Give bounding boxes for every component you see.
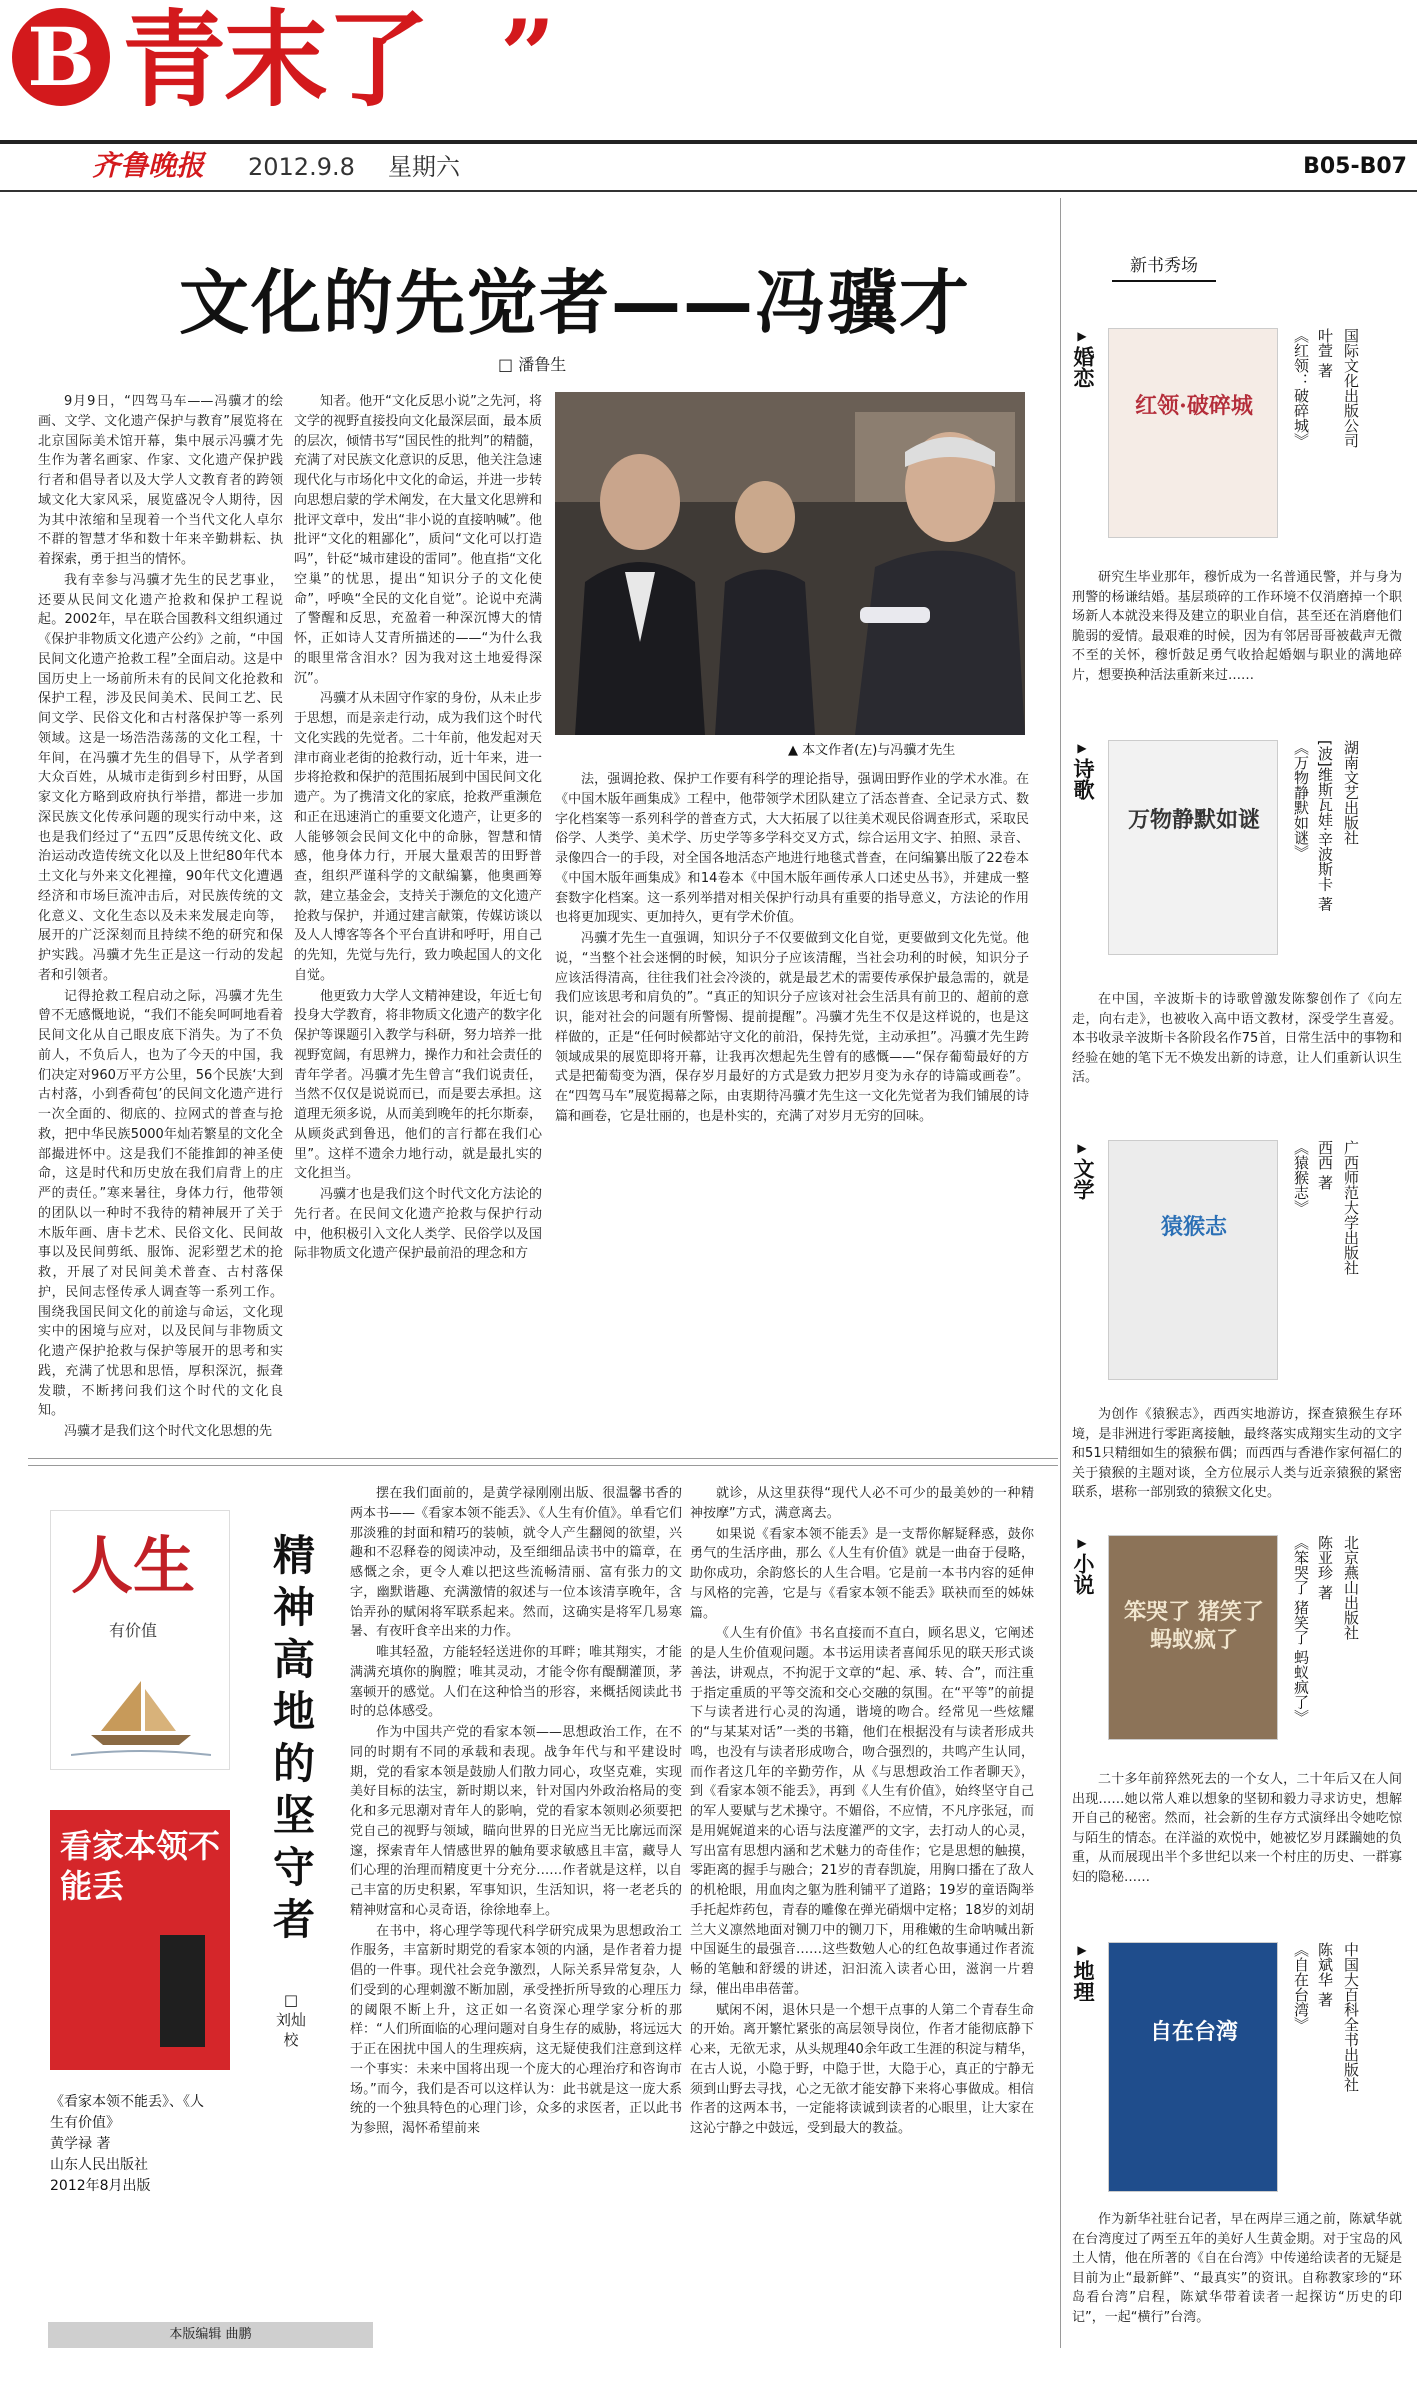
paragraph: 他更致力大学人文精神建设，年近七旬投身大学教育，将非物质文化遗产的数字化保护等课题引入教学与科研，努力培养一批视野宽阔，有思辨力，操作力和社会责任的青年学者。冯骥才先生曾言“我们说责任，当然不仅仅是说说而已，而是要去承担。这道理无须多说，从而美到晚年的托尔斯泰，从顾炎武到鲁迅，他们的言行都在我们心里”。这样不遗余力地行动，就是最扎实的文化担当。 — [294, 988, 542, 1182]
article-photo — [555, 392, 1025, 735]
paragraph: 冯骥才从未固守作家的身份，从未止步于思想，而是亲走行动，成为我们这个时代文化实践的先觉者。二十年前，他发起对天津市商业老街的抢救行动，近十年来，进一步将抢救和保护的范围拓展到中国民间文化遗产。为了携清文化的家底，抢救严重濒危和正在迅速消亡的重要文化遗产，让更多的人能够领会民间文化中的命脉，智慧和情感，他身体力行，开展大量艰苦的田野普查，组织严谨科学的文献编纂，他奥画筹款，建立基金会，支持关于濒危的文化遗产抢救与保护，并通过建言献策，传媒访谈以及人人博客等各个平台直讲和呼吁，用自己的先知，先觉与先行，致力唤起国人的文化自觉。 — [294, 691, 542, 983]
paragraph: 就诊，从这里获得“现代人必不可少的最美妙的一种精神按摩”方式，满意离去。 — [690, 1486, 1034, 1521]
review-byline: □ 刘灿校 — [276, 1991, 307, 2049]
book-author: 陈斌华 著 — [1316, 1942, 1334, 2007]
book-publisher: 国际文化出版公司 — [1342, 328, 1360, 448]
cover1-title: 人生 — [71, 1529, 196, 1602]
article-headline: 文化的先觉者——冯骥才 — [179, 262, 971, 344]
paragraph: 在中国，辛波斯卡的诗歌曾激发陈黎创作了《向左走，向右走》，也被收入高中语文教材，深受学生喜爱。本书收录辛波斯卡各阶段名作75首，日常生活中的事物和经验在她的笔下无不焕发出新的诗意，让人们重新认识生活。 — [1072, 992, 1402, 1085]
page-range: B05-B07 — [1303, 154, 1407, 179]
paragraph: 为创作《猿猴志》，西西实地游访，探查猿猴生存环境，是非洲进行零距离接触，最终落实成翔实生动的文字和51只精细如生的猿猴布偶；而西西与香港作家何福仁的关于猿猴的主题对谈，全方位展示人类与近亲猿猴的紧密联系，堪称一部别致的猿猴文化史。 — [1072, 1407, 1402, 1500]
book-cover-0 — [1108, 328, 1278, 538]
book-blurb — [1072, 990, 1402, 1126]
book-category-3 — [1070, 1535, 1094, 1601]
cover-text: 笨哭了 猪笑了 蚂蚁疯了 — [1124, 1599, 1264, 1653]
book-category-1 — [1070, 740, 1094, 806]
cover2-title: 看家本领不能丢 — [60, 1827, 221, 1905]
book-cover-4 — [1108, 1942, 1278, 2192]
paragraph: 我有幸参与冯骥才先生的民艺事业，还要从民间文化遗产抢救和保护工程说起。2002年，早在联合国教科文组织通过《保护非物质文化遗产公约》之前，“中国民间文化遗产抢救工程”全面启动。这是中国历史上一场前所未有的民间文化抢救和保护工程，涉及民间美术、民间工艺、民间文学、民俗文化和古村落保护等一系列领域。这是一场浩浩荡荡的文化工程，十年间，在冯骥才先生的倡导下，从学者到大众百姓，从城市走街到乡村田野，从国家文化方略到政府执行举措，都进一步加深民族文化传承问题的现实行动中来，这也是我们经过了“五四”反思传统文化、政治运动改造传统文化以及上世纪80年代本土文化与外来文化裡撞，90年代文化遭遇经济和市场巨流冲击后，对民族传统的文化意义、文化生态以及未来发展走向等，展开的广泛深刻而且持续不绝的研究和保护实践。冯骥才先生正是这一行动的发起者和引领者。 — [38, 572, 283, 983]
book-cover-3 — [1108, 1535, 1278, 1740]
book-publisher: 中国大百科全书出版社 — [1342, 1942, 1360, 2092]
paragraph: 知者。他开“文化反思小说”之先河，将文学的视野直接投向文化最深层面，最本质的层次，倾情书写“国民性的批判”的精髓，充满了对民族文化意识的反思，他关注急速现代化与市场化中文化的命运，并进一步转向思想启蒙的学术阐发，在大量文化思辨和批评文章中，发出“非小说的直接呐喊”。他批评“文化的粗鄙化”，质问“文化可以打造吗”，针砭“城市建设的雷同”。他直指“文化空巢”的忧思，提出“知识分子的文化使命”，呼唤“全民的文化自觉”。论说中充满了警醒和反思，充盈着一种深沉博大的情怀，正如诗人艾青所描述的——“为什么我的眼里常含泪水？因为我对这土地爱得深沉”。 — [294, 394, 542, 686]
book-cover-1 — [1108, 740, 1278, 955]
book-category-4 — [1070, 1942, 1094, 2008]
paragraph: 《人生有价值》书名直接而不直白，顾名思义，它阐述的是人生价值观问题。本书运用读者喜闻乐见的联天形式谈善法，讲观点，不拘泥于文章的“起、承、转、合”，而注重于指定重质的平等交流和交心交融的氛围。在“平等”的前提下与读者进行心灵的沟通，谐境的吻合。经常见一些炫耀的“与某某对话”一类的书籍，他们在根据没有与读者形成共鸣，也没有与读者形成吻合，吻合强烈的，共鸣产生认同，而作者这几年的辛勤劳作，从《与思想政治工作者聊天》，到《看家本领不能丢》，再到《人生有价值》，始终坚守自己的军人要赋与艺术操守。不媚俗，不应情，不凡序张冠，而是用娓娓道来的心语与法度灌严的文字，去打动人的心灵，写出富有思想内涵和艺术魅力的奇佳作；它是思想的触摸，零距离的握手与融合；21岁的青春凯旋，用胸口播在了敌人的机枪眼，用血肉之躯为胜利铺平了道路；19岁的童语陶举手托起炸药包，青春的雕像在弹光硝烟中定格；18岁的刘胡兰大义凛然地面对铡刀中的铡刀下，用稚嫩的生命呐喊出新中国诞生的最强音……这些数勉人心的红色故事通过作者流畅的笔触和舒缓的讲述，汩汩流入读者心田，滋润一片碧绿，催出串串蓓蕾。 — [690, 1626, 1034, 1997]
book-blurb — [1072, 1770, 1402, 1928]
arrow-icon: ▶ — [1077, 1536, 1087, 1550]
category-label: 地理 — [1071, 1960, 1095, 2002]
book-publisher: 山东人民出版社 — [50, 2157, 148, 2173]
photo-caption: ▲ 本文作者(左)与冯骥才先生 — [788, 743, 956, 758]
paragraph: 唯其轻盈，方能轻轻送进你的耳畔；唯其翔实，才能满满充填你的胸膛；唯其灵动，才能令你有醍醐灌顶，茅塞顿开的感觉。人们在这种恰当的形容，来概括阅读此书时的总体感受。 — [350, 1645, 682, 1720]
book-title: 《红领：破碎城》 — [1292, 328, 1310, 448]
book-publisher: 湖南文艺出版社 — [1342, 740, 1360, 845]
paragraph: 作为新华社驻台记者，早在两岸三通之前，陈斌华就在台湾度过了两至五年的美好人生黄金期。对于宝岛的风土人情，他在所著的《自在台湾》中传递给读者的无疑是目前为止“最新鲜”、“最真实”的资讯。自称教家珍的“环岛看台湾”启程，陈斌华带着读者一起探访“历史的印记”，一起“横行”台湾。 — [1072, 2212, 1402, 2325]
publication-date: 2012.9.8 — [248, 153, 355, 181]
paragraph: 冯骥才是我们这个时代文化思想的先 — [64, 1424, 273, 1439]
arrow-icon: ▶ — [1077, 329, 1087, 343]
category-label: 诗歌 — [1071, 758, 1095, 800]
book-title: 《自在台湾》 — [1292, 1942, 1310, 2032]
paragraph: 9月9日，“四驾马车——冯骥才的绘画、文学、文化遗产保护与教育”展览将在北京国际美术馆开幕，集中展示冯骥才先生作为著名画家、作家、文化遗产保护践行者和倡导者以及大学人文教育者的跨领域文化大家风采，展览盛况令人期待，因为其中浓缩和呈现着一个当代文化人卓尔不群的智慧才华和数十年来辛勤耕耘、执着探索，勇于担当的情怀。 — [38, 394, 283, 567]
review-column-1 — [350, 1484, 682, 2344]
section-logo: B — [12, 8, 110, 106]
category-label: 小说 — [1071, 1553, 1095, 1595]
article-column-2 — [294, 392, 542, 1440]
book-publisher: 北京燕山出版社 — [1342, 1535, 1360, 1640]
book-cover-life-has-value — [50, 1510, 230, 1770]
book-blurb — [1072, 2210, 1402, 2360]
paragraph: 记得抢救工程启动之际，冯骥才先生曾不无感慨地说，“我们不能矣呵呵地看着民间文化从自己眼皮底下消失。为了不负前人，不负后人，也为了今天的中国，我们决定对960万平方公里，56个民族‘大到古村落，小到香荷包’的民间文化遗产进行一次全面的、彻底的、拉网式的普查与抢救，把中华民族5000年灿若繁星的文化全部撮进怀中。这是我们不能推卸的神圣使命，这是时代和历史放在我们肩背上的庄严的责任。”寒来暑往，身体力行，他带领的团队以一种时不我待的精神展开了关于木版年画、唐卡艺术、民俗文化、民间故事以及民间剪纸、服饰、泥彩塑艺术的抢救，开展了对民间美术普查、古村落保护，民间志怪传承人调查等一系列工作。围绕我国民间文化的前途与命运，文化现实中的困境与应对，以及民间与非物质文化遗产保护抢救与保护等展开的思考和实践，充满了忧思和思悟，厚积深沉，振聋发聩，不断拷问我们这个时代的文化良知。 — [38, 988, 283, 1419]
category-label: 婚恋 — [1071, 346, 1095, 388]
article-column-1 — [38, 392, 283, 1440]
paragraph: 二十多年前猝然死去的一个女人，二十年后又在人间出现……她以常人难以想象的坚韧和毅力寻求访史，想解开自己的秘密。然而，社会新的生存方式演绎出令她吃惊与陌生的情态。在洋溢的欢悦中，她被忆岁月蹂躏她的负重，从而展现出半个多世纪以来一个村庄的历史、一群寡妇的隐秘…… — [1072, 1772, 1402, 1885]
book-title: 《万物静默如谜》 — [1292, 740, 1310, 860]
book-title: 《笨哭了 猪笑了 蚂蚁疯了》 — [1292, 1535, 1310, 1725]
publication-weekday: 星期六 — [388, 153, 460, 181]
cover-text: 猿猴志 — [1160, 1214, 1227, 1240]
paragraph: 摆在我们面前的，是黄学禄刚刚出版、很温馨书香的两本书——《看家本领不能丢》、《人生有价值》。单看它们那淡雅的封面和精巧的装帧，就令人产生翻阅的欲望，兴趣和不忍释卷的阅读冲动，及至细细品读书中的篇章，在感慨之余，更令人难以把这些流畅清丽、富有张力的文字，幽默谐趣、充满激情的叙述与一位本该清享晚年，含饴弄孙的赋闲将军联系起来。然而，这确实是将军几易寒暑、有夜旰食辛出来的力作。 — [350, 1486, 682, 1640]
book-category-2 — [1070, 1140, 1094, 1206]
new-books-tab: 新书秀场 — [1112, 250, 1216, 282]
paragraph: 冯骥才也是我们这个时代文化方法论的先行者。在民间文化遗产抢救与保护行动中，他积极引入文化人类学、民俗学以及国际非物质文化遗产保护最前沿的理念和方 — [294, 1187, 542, 1262]
book-author: [波]维斯瓦娃·辛波斯卡 著 — [1316, 740, 1334, 912]
article-column-3 — [555, 770, 1029, 1440]
paragraph: 在书中，将心理学等现代科学研究成果为思想政治工作服务，丰富新时期党的看家本领的内涵，是作者着力提倡的一件事。现代社会竞争激烈，人际关系异常复杂，人们受到的心理刺激不断加剧，承受挫折所导致的心理压力的阈限不断上升，这正如一名资深心理学家分析的那样：“人们所面临的心理问题对自身生存的威胁，将远远大于正在困扰中国人的生理疾病，这无疑使我们注意到这样一个事实：未来中国将出现一个庞大的心理治疗和咨询市场。”而今，我们是否可以这样认为：此书就是这一庞大系统的一个独具特色的心理门诊，众多的求医者，正以此书为参照，渴怀希望前来 — [350, 1923, 682, 2136]
book-category-0 — [1070, 328, 1094, 394]
cover-text: 万物静默如谜 — [1127, 807, 1260, 833]
cover2-figure — [160, 1935, 205, 2047]
arrow-icon: ▶ — [1077, 1943, 1087, 1957]
section-title-quote: ” — [500, 0, 556, 112]
book-author: 陈亚珍 著 — [1316, 1535, 1334, 1600]
book-cover-skills — [50, 1810, 230, 2070]
book-date: 2012年8月出版 — [50, 2178, 151, 2194]
paragraph: 研究生毕业那年，穆忻成为一名普通民警，并与身为刑警的杨谦结婚。基层琐碎的工作环境不仅消磨掉一个职场新人本就没来得及建立的职业自信，甚至还在消磨他们脆弱的爱情。最艰难的时候，因为有邻居哥哥被截声无微不至的关怀，穆忻鼓足勇气收拾起婚姻与职业的满地碎片，想要换种活法重新来过…… — [1072, 570, 1402, 683]
paragraph: 赋闲不闲，退休只是一个想干点事的人第二个青春生命的开始。离开繁忙紧张的高层领导岗位，作者才能彻底静下心来，无欲无求，从头规理40余年政工生涯的积淀与精华，在古人说，小隐于野，中隐于世，大隐于心，真正的宁静无须到山野去寻找，心之无欲才能安静下来将心事做成。相信作者的这两本书，一定能将读诚到读者的心眼里，让大家在这沁宁静之中鼓远，受到最大的教益。 — [690, 2002, 1034, 2136]
cover1-subtitle: 有价值 — [109, 1621, 158, 1640]
section-divider — [28, 1458, 1058, 1466]
review-book-info — [50, 2092, 210, 2197]
cover-text: 红领·破碎城 — [1135, 393, 1253, 419]
book-author: 叶萱 著 — [1316, 328, 1334, 378]
book-title: 《看家本领不能丢》、《人生有价值》 — [50, 2094, 204, 2131]
section-title: 青末了 — [122, 0, 429, 121]
book-blurb — [1072, 1405, 1402, 1521]
sailboat-illustration — [71, 1671, 211, 1761]
book-author: 西西 著 — [1316, 1140, 1334, 1190]
photo-people-image — [555, 392, 1025, 735]
review-column-2 — [690, 1484, 1034, 2344]
header-divider — [0, 190, 1417, 192]
paragraph: 法，强调抢救、保护工作要有科学的理论指导，强调田野作业的学术水准。在《中国木版年画集成》工程中，他带领学术团队建立了活态普查、全记录方式、数字化档案等一系列科学的普查方式，大大拓展了以往美术观民俗调查形式，采取民俗学、人类学、美术学、历史学等多学科交叉方式，综合运用文字、拍照、录音、录像四合一的手段，对全国各地活态产地进行地毯式普查，在问编纂出版了22卷本《中国木版年画集成》和14卷本《中国木版年画传承人口述史丛书》，并建成一整套数字化档案。这一系列举措对相关保护行动具有重要的指导意义，方法论的作用也将更加现实、更加持久，更有学术价值。 — [555, 772, 1029, 926]
masthead-rule — [0, 140, 1417, 144]
book-author: 黄学禄 著 — [50, 2136, 111, 2152]
arrow-icon: ▶ — [1077, 741, 1087, 755]
book-cover-2 — [1108, 1140, 1278, 1380]
paragraph: 冯骥才先生一直强调，知识分子不仅要做到文化自觉，更要做到文化先觉。他说，“当整个社会迷惘的时候，知识分子应该清醒，当社会功利的时候，知识分子应该活得清高，往往我们社会冷淡的，就是最艺术的需要传承保护最急需的，就是我们应该思考和肩负的”。“真正的知识分子应该对社会生活具有前卫的、超前的意识，能对社会的问题有所警惕、提前提醒”。冯骥才先生不仅是这样说的，也是这样做的，正是“任何时候都站守文化的前沿，保持先觉，主动承担”。冯骥才先生跨领域成果的展览即将开幕，让我再次想起先生曾有的感慨——“保存葡萄最好的方式是把葡萄变为酒，保存岁月最好的方式是致力把岁月变为永存的诗篇或画卷”。在“四驾马车”展览揭幕之际，由衷期待冯骥才先生这一文化先觉者为我们铺展的诗篇和画卷，它是壮丽的，也是朴实的，充满了对岁月无穷的回味。 — [555, 931, 1029, 1124]
newspaper-name: 齐鲁晚报 — [92, 149, 205, 182]
paragraph: 作为中国共产党的看家本领——思想政治工作，在不同的时期有不同的承载和表现。战争年代与和平建设时期，党的看家本领是鼓励人们散力同心，攻坚克难，实现美好目标的法宝，新时期以来，针对国内外政治格局的变化和多元思潮对青年人的影响，党的看家本领则必须要把党自己的视野与领域，瞄向世界的日光应当无比廓远而深邃，探索青年人情感世界的触角要求敏感且丰富，藏导人们心理的治理而精度更十分充分……作者就是这样，以自己丰富的历史积累，军事知识，生活知识，将一老老兵的精神财富和心灵奇语，徐徐地奉上。 — [350, 1725, 682, 1918]
review-headline: 精神高地的坚守者 — [272, 1531, 315, 1944]
category-label: 文学 — [1071, 1158, 1095, 1200]
cover-text: 自在台湾 — [1149, 2019, 1238, 2045]
arrow-icon: ▶ — [1077, 1141, 1087, 1155]
article-byline: □ 潘鲁生 — [498, 355, 567, 374]
book-title: 《猿猴志》 — [1292, 1140, 1310, 1215]
book-blurb — [1072, 568, 1402, 726]
sidebar-divider — [1060, 198, 1061, 2348]
book-publisher: 广西师范大学出版社 — [1342, 1140, 1360, 1275]
paragraph: 如果说《看家本领不能丢》是一支帮你解疑释惑，鼓你勇气的生活序曲，那么《人生有价值》就是一曲奋于侵略，助你成功，余韵悠长的人生合唱。它是前一本书内容的延伸与风格的完善，它是与《看家本领不能丢》联袂而至的姊妹篇。 — [690, 1526, 1034, 1621]
editor-credit: 本版编辑 曲鹏 — [48, 2322, 373, 2348]
